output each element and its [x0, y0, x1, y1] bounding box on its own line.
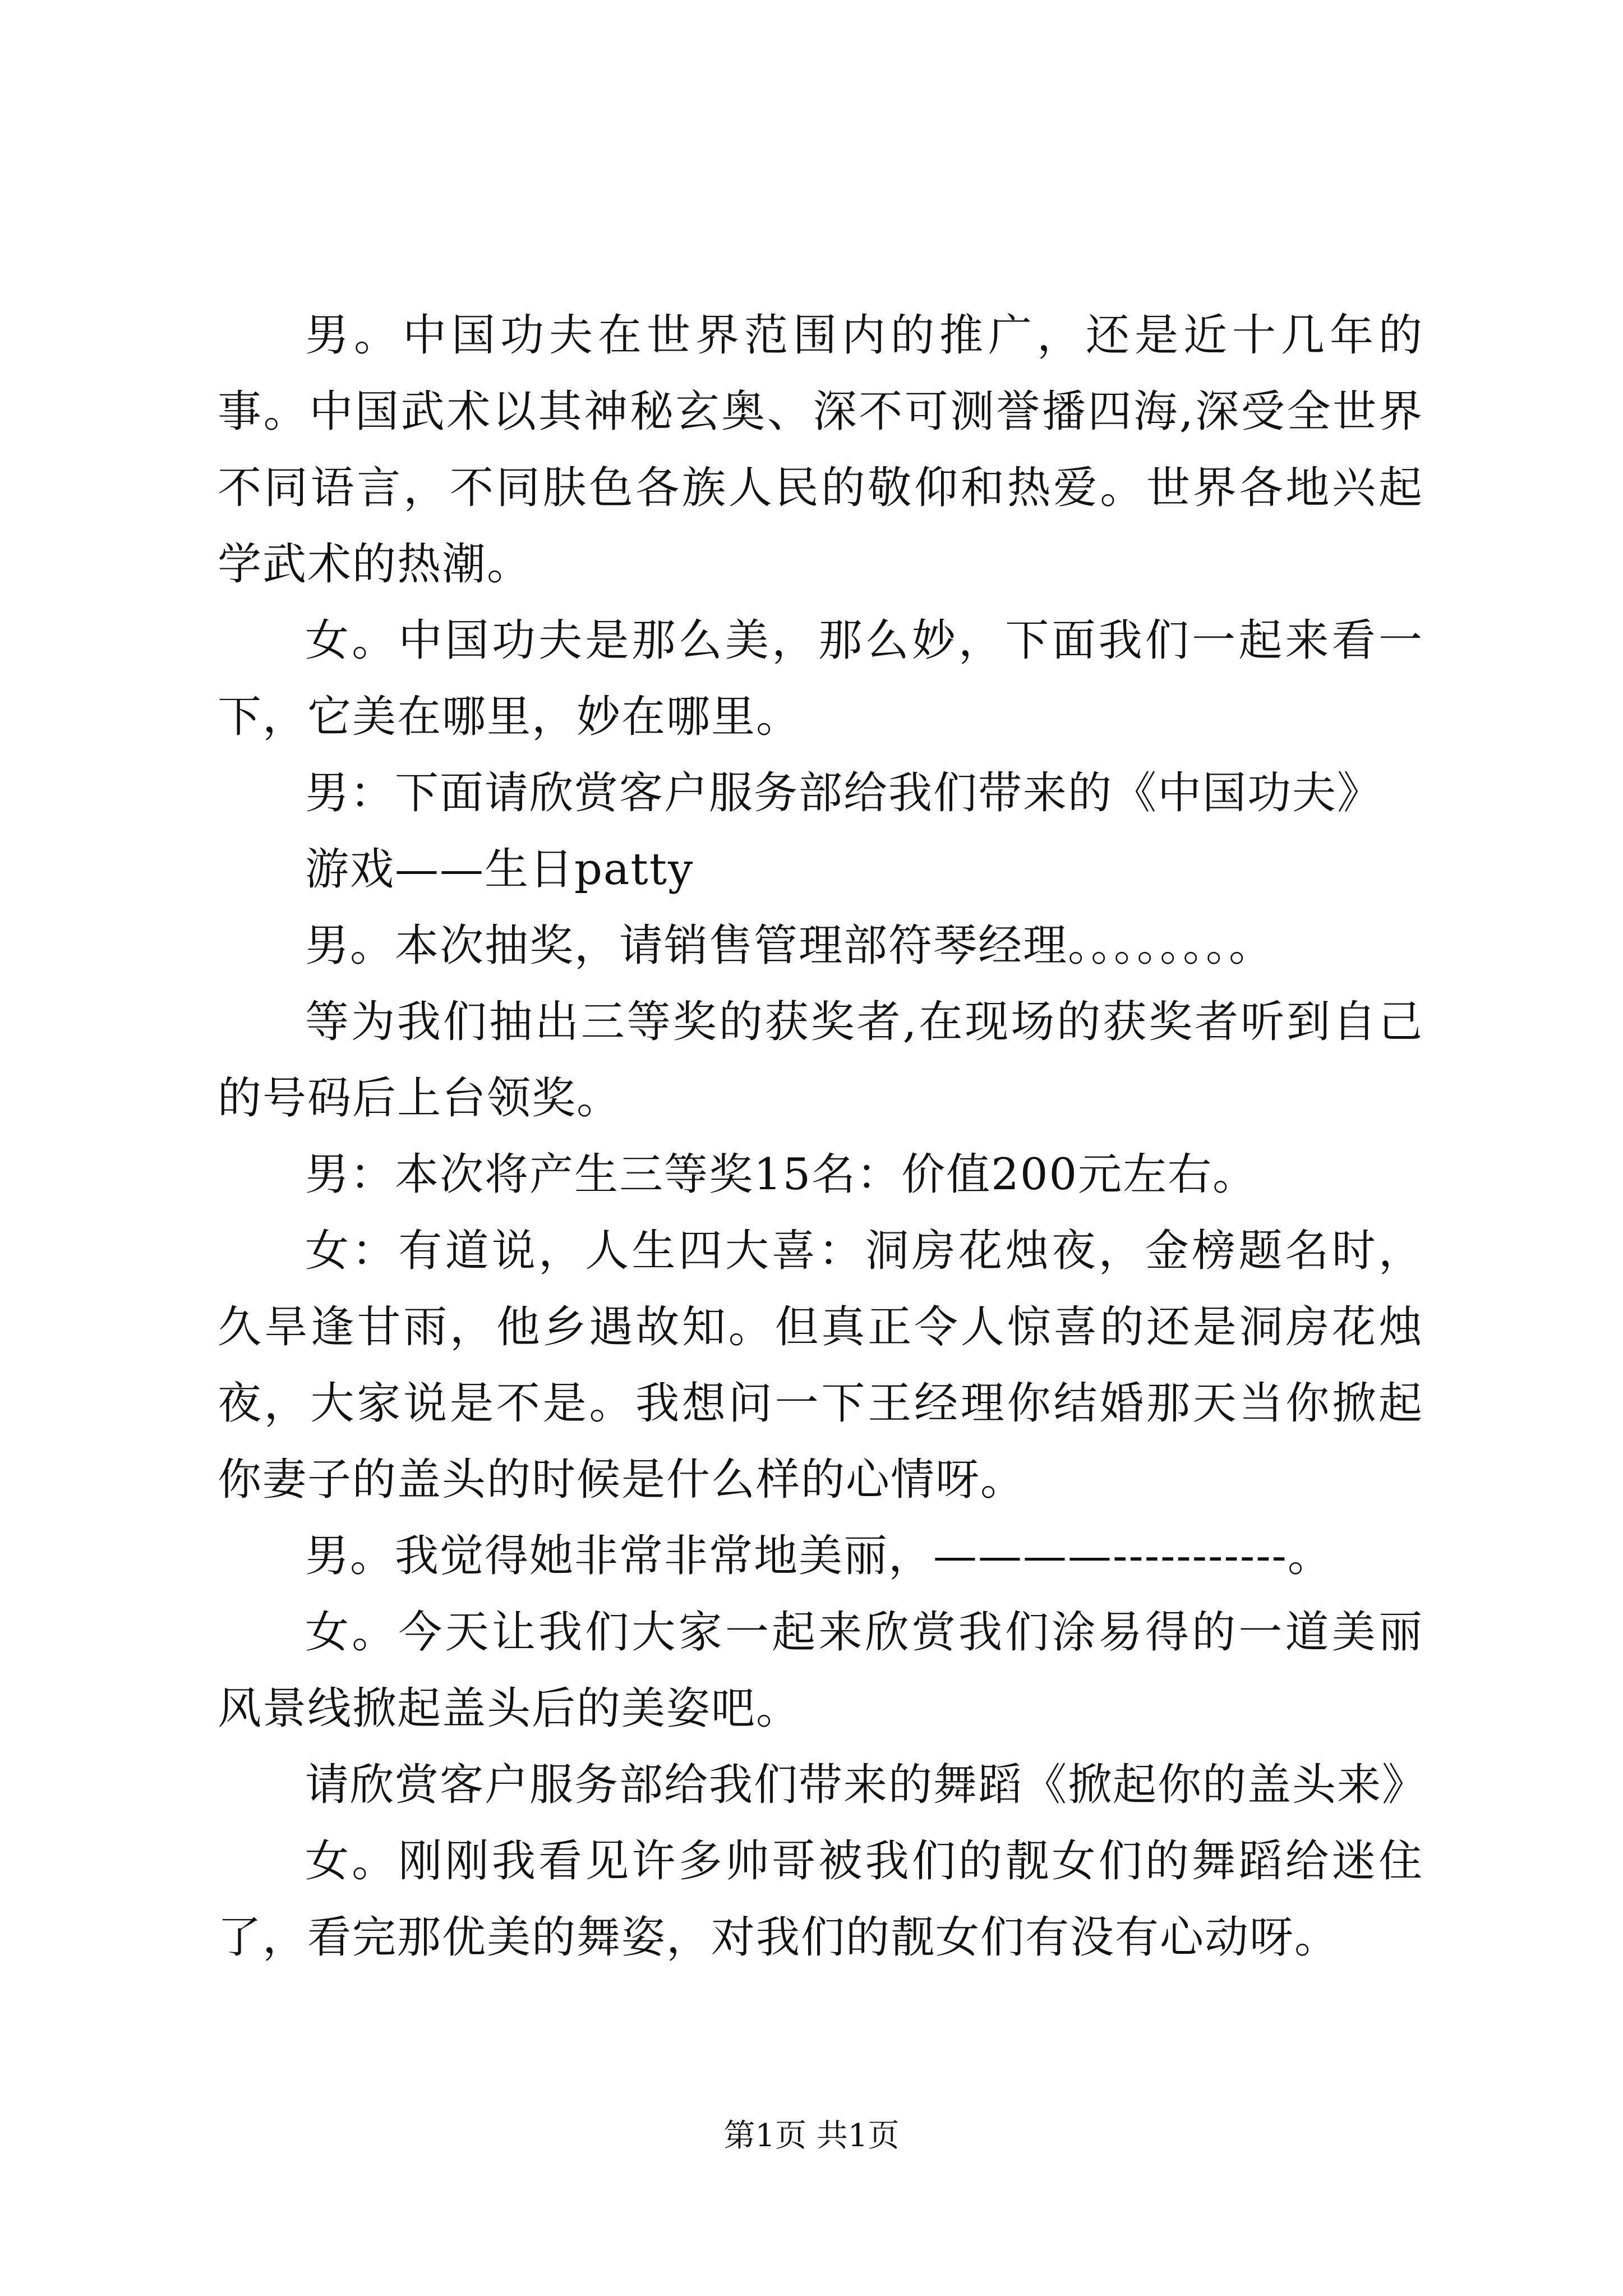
paragraph: 男。中国功夫在世界范围内的推广，还是近十几年的事。中国武术以其神秘玄奥、深不可测誉播四海,深受全世界不同语言，不同肤色各族人民的敬仰和热爱。世界各地兴起学武术的热潮。: [218, 310, 1423, 590]
paragraph: 女。中国功夫是那么美，那么妙，下面我们一起来看一下，它美在哪里，妙在哪里。: [218, 615, 1423, 742]
paragraph: 女。今天让我们大家一起来欣赏我们涂易得的一道美丽风景线掀起盖头后的美姿吧。: [218, 1607, 1423, 1734]
paragraph: 请欣赏客户服务部给我们带来的舞蹈《掀起你的盖头来》: [305, 1760, 1427, 1810]
paragraph: 男。我觉得她非常非常地美丽，————-----------。: [305, 1531, 1332, 1581]
paragraph: 女。刚刚我看见许多帅哥被我们的靓女们的舞蹈给迷住了，看完那优美的舞姿，对我们的靓女们有没有心动呀。: [218, 1836, 1423, 1963]
paragraph: 男。本次抽奖，请销售管理部符琴经理。。。。。。。。: [305, 921, 1274, 971]
paragraph: 男：本次将产生三等奖15名：价值200元左右。: [305, 1149, 1258, 1200]
paragraph: 游戏——生日patty: [305, 844, 694, 895]
page-number-footer: 第1页 共1页: [723, 2118, 900, 2154]
document-body: [218, 297, 1427, 1976]
paragraph: 等为我们抽出三等奖的获奖者,在现场的获奖者听到自己的号码后上台领奖。: [218, 997, 1423, 1124]
paragraph: 女：有道说，人生四大喜：洞房花烛夜，金榜题名时，久旱逢甘雨，他乡遇故知。但真正令人惊喜的还是洞房花烛夜，大家说是不是。我想问一下王经理你结婚那天当你掀起你妻子的盖头的时候是什么样的心情呀。: [218, 1226, 1423, 1505]
paragraph: 男：下面请欣赏客户服务部给我们带来的《中国功夫》: [305, 768, 1382, 818]
